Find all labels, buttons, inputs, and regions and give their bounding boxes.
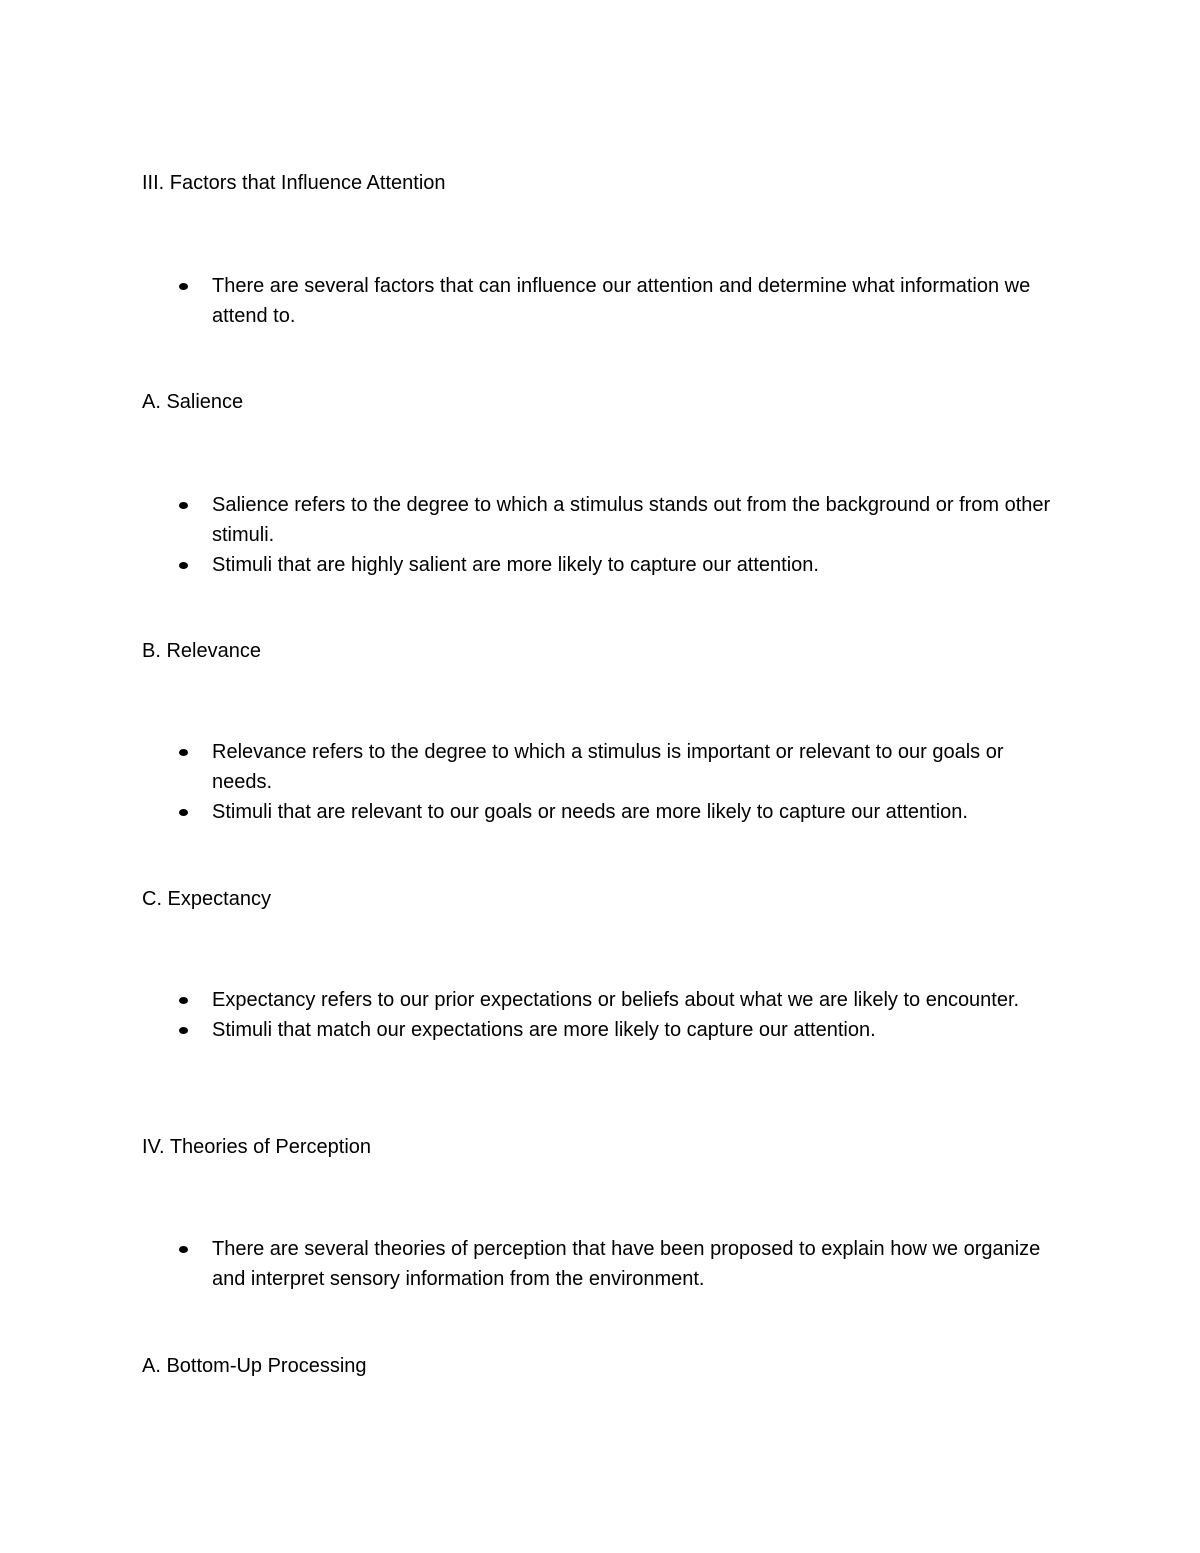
bullet-icon bbox=[179, 502, 188, 509]
list-item bbox=[212, 985, 1062, 1015]
list-item-text: There are several theories of perception that have been proposed to explain how we organize and interpret sensory information from the environment. bbox=[212, 1238, 1041, 1290]
list-item bbox=[212, 550, 1062, 580]
list-item bbox=[212, 1234, 1062, 1294]
list-item bbox=[212, 797, 1062, 827]
list-item-text: Stimuli that are relevant to our goals or needs are more likely to capture our attention. bbox=[212, 801, 968, 823]
list-item bbox=[212, 271, 1062, 331]
bullet-list-relevance bbox=[212, 737, 1062, 827]
bullet-list-factors bbox=[212, 271, 1062, 331]
list-item bbox=[212, 490, 1062, 550]
section-heading-theories: IV. Theories of Perception bbox=[142, 1136, 372, 1158]
section-heading-salience: A. Salience bbox=[142, 391, 244, 413]
section-heading-bottom-up: A. Bottom-Up Processing bbox=[142, 1355, 367, 1377]
list-item-text: Relevance refers to the degree to which a stimulus is important or relevant to our goals or needs. bbox=[212, 741, 1004, 793]
bullet-icon bbox=[179, 809, 188, 816]
list-item-text: Salience refers to the degree to which a stimulus stands out from the background or from other stimuli. bbox=[212, 494, 1051, 546]
section-heading-relevance: B. Relevance bbox=[142, 640, 261, 662]
bullet-icon bbox=[179, 997, 188, 1004]
list-item-text: Stimuli that are highly salient are more likely to capture our attention. bbox=[212, 554, 819, 576]
section-heading-factors: III. Factors that Influence Attention bbox=[142, 172, 446, 194]
list-item-text: Stimuli that match our expectations are more likely to capture our attention. bbox=[212, 1019, 876, 1041]
bullet-icon bbox=[179, 562, 188, 569]
list-item-text: There are several factors that can influence our attention and determine what information we attend to. bbox=[212, 275, 1031, 327]
bullet-icon bbox=[179, 283, 188, 290]
list-item-text: Expectancy refers to our prior expectations or beliefs about what we are likely to encounter. bbox=[212, 989, 1020, 1011]
bullet-list-salience bbox=[212, 490, 1062, 580]
section-heading-expectancy: C. Expectancy bbox=[142, 888, 271, 910]
bullet-icon bbox=[179, 1246, 188, 1253]
bullet-icon bbox=[179, 749, 188, 756]
bullet-icon bbox=[179, 1027, 188, 1034]
list-item bbox=[212, 737, 1062, 797]
bullet-list-theories bbox=[212, 1234, 1062, 1294]
bullet-list-expectancy bbox=[212, 985, 1062, 1045]
list-item bbox=[212, 1015, 1062, 1045]
